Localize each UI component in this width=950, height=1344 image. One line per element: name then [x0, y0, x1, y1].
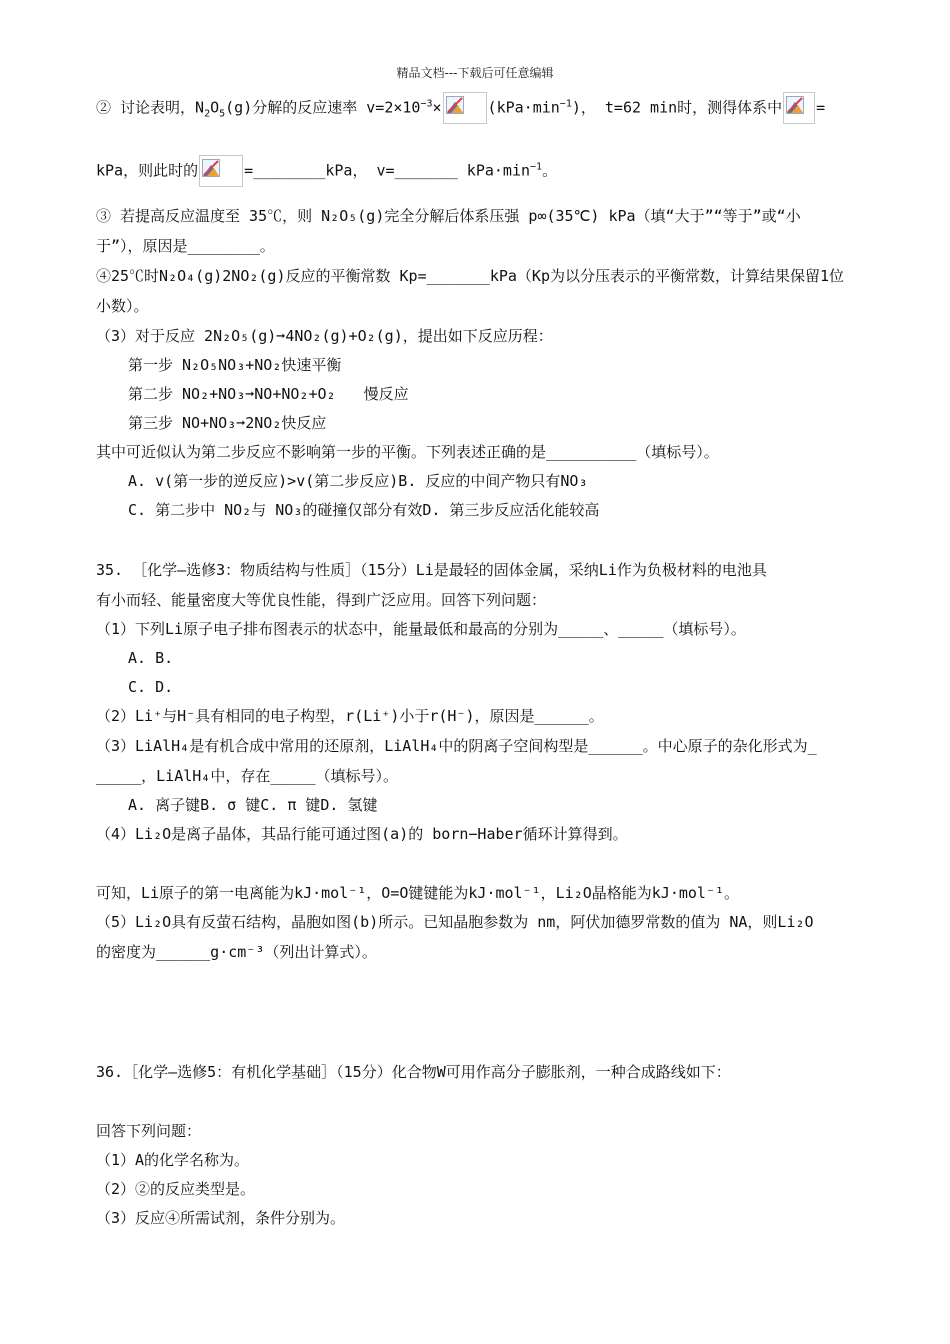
broken-image-icon: [199, 155, 243, 187]
text: ×: [432, 98, 442, 117]
question-line: [96, 155, 557, 187]
text: )， t=62 min时，测得体系中: [571, 98, 783, 117]
question-line: 的密度为______g·cm⁻³（列出计算式）。: [96, 943, 377, 961]
superscript: −3: [420, 98, 433, 110]
answer-option: C. D.: [128, 678, 174, 696]
text: =________kPa， v=_______ kPa·min: [244, 161, 531, 180]
text: 第二步 NO₂+NO₃➞NO+NO₂+O₂: [128, 385, 336, 403]
question-line: 其中可近似认为第二步反应不影响第一步的平衡。下列表述正确的是__________（填标号）。: [96, 443, 719, 461]
text: (g)分解的反应速率 v=2×10: [225, 98, 421, 117]
answer-option: A. 离子键B. σ 键C. π 键D. 氢键: [128, 796, 378, 814]
broken-image-icon: [783, 92, 815, 124]
subscript: 5: [219, 108, 226, 120]
question-line: （5）Li₂O具有反萤石结构，晶胞如图(b)所示。已知晶胞参数为 nm，阿伏加德罗常数的值为 NA，则Li₂O: [96, 913, 814, 931]
question-line: _____，LiAlH₄中，存在_____（填标号）。: [96, 767, 398, 785]
answer-option: A. v(第一步的逆反应)>v(第二步反应)B. 反应的中间产物只有NO₃: [128, 472, 588, 490]
question-line: 36.［化学—选修5：有机化学基础］（15分）化合物W可用作高分子膨胀剂，一种合成路线如下：: [96, 1063, 731, 1081]
question-line: （3）反应④所需试剂，条件分别为。: [96, 1209, 346, 1227]
mechanism-step: [128, 384, 409, 404]
superscript: −1: [530, 161, 543, 173]
text: 。: [542, 161, 558, 180]
question-line: （3）对于反应 2N₂O₅(g)➞4NO₂(g)+O₂(g)，提出如下反应历程：: [96, 327, 553, 345]
question-line: 于”），原因是________。: [96, 237, 275, 255]
text: O: [210, 98, 220, 117]
question-line: ③ 若提高反应温度至 35℃，则 N₂O₅(g)完全分解后体系压强 p∞(35℃) kPa（填“大于”“等于”或“小: [96, 207, 801, 225]
text: 慢反应: [363, 385, 409, 403]
page-header: 精品文档---下载后可任意编辑: [396, 66, 554, 80]
superscript: −1: [559, 98, 572, 110]
question-line: （2）Li⁺与H⁻具有相同的电子构型，r(Li⁺)小于r(H⁻)，原因是______。: [96, 707, 604, 725]
mechanism-step: 第一步 N₂O₅NO₃+NO₂快速平衡: [128, 356, 342, 374]
question-line: 可知，Li原子的第一电离能为kJ·mol⁻¹，O=O键键能为kJ·mol⁻¹，Li₂O晶格能为kJ·mol⁻¹。: [96, 884, 740, 902]
question-line: ④25℃时N₂O₄(g)2NO₂(g)反应的平衡常数 Kp=_______kPa（Kp为以分压表示的平衡常数，计算结果保留1位: [96, 267, 845, 285]
question-line: 小数）。: [96, 297, 149, 315]
question-line: 35. ［化学—选修3：物质结构与性质］（15分）Li是最轻的固体金属，采纳Li作为负极材料的电池具: [96, 561, 767, 579]
question-line: （3）LiAlH₄是有机合成中常用的还原剂，LiAlH₄中的阴离子空间构型是______。中心原子的杂化形式为_: [96, 737, 817, 755]
answer-option: C. 第二步中 NO₂与 NO₃的碰撞仅部分有效D. 第三步反应活化能较高: [128, 501, 600, 519]
text: kPa，则此时的: [96, 161, 199, 180]
text: (kPa·min: [487, 98, 560, 117]
question-line: [96, 92, 825, 124]
question-line: （1）下列Li原子电子排布图表示的状态中，能量最低和最高的分别为_____、_____（填标号）。: [96, 620, 746, 638]
question-line: （2）②的反应类型是。: [96, 1180, 256, 1198]
question-line: 有小而轻、能量密度大等优良性能，得到广泛应用。回答下列问题：: [96, 591, 547, 609]
question-line: 回答下列问题：: [96, 1122, 202, 1140]
question-line: （1）A的化学名称为。: [96, 1151, 250, 1169]
answer-option: A. B.: [128, 649, 174, 667]
text: ② 讨论表明，N: [96, 98, 205, 117]
broken-image-icon: [443, 92, 487, 124]
text: =: [816, 98, 826, 117]
mechanism-step: 第三步 NO+NO₃➞2NO₂快反应: [128, 414, 327, 432]
question-line: （4）Li₂O是离子晶体，其品行能可通过图(a)的 born−Haber循环计算得到。: [96, 825, 628, 843]
subscript: 2: [204, 108, 211, 120]
